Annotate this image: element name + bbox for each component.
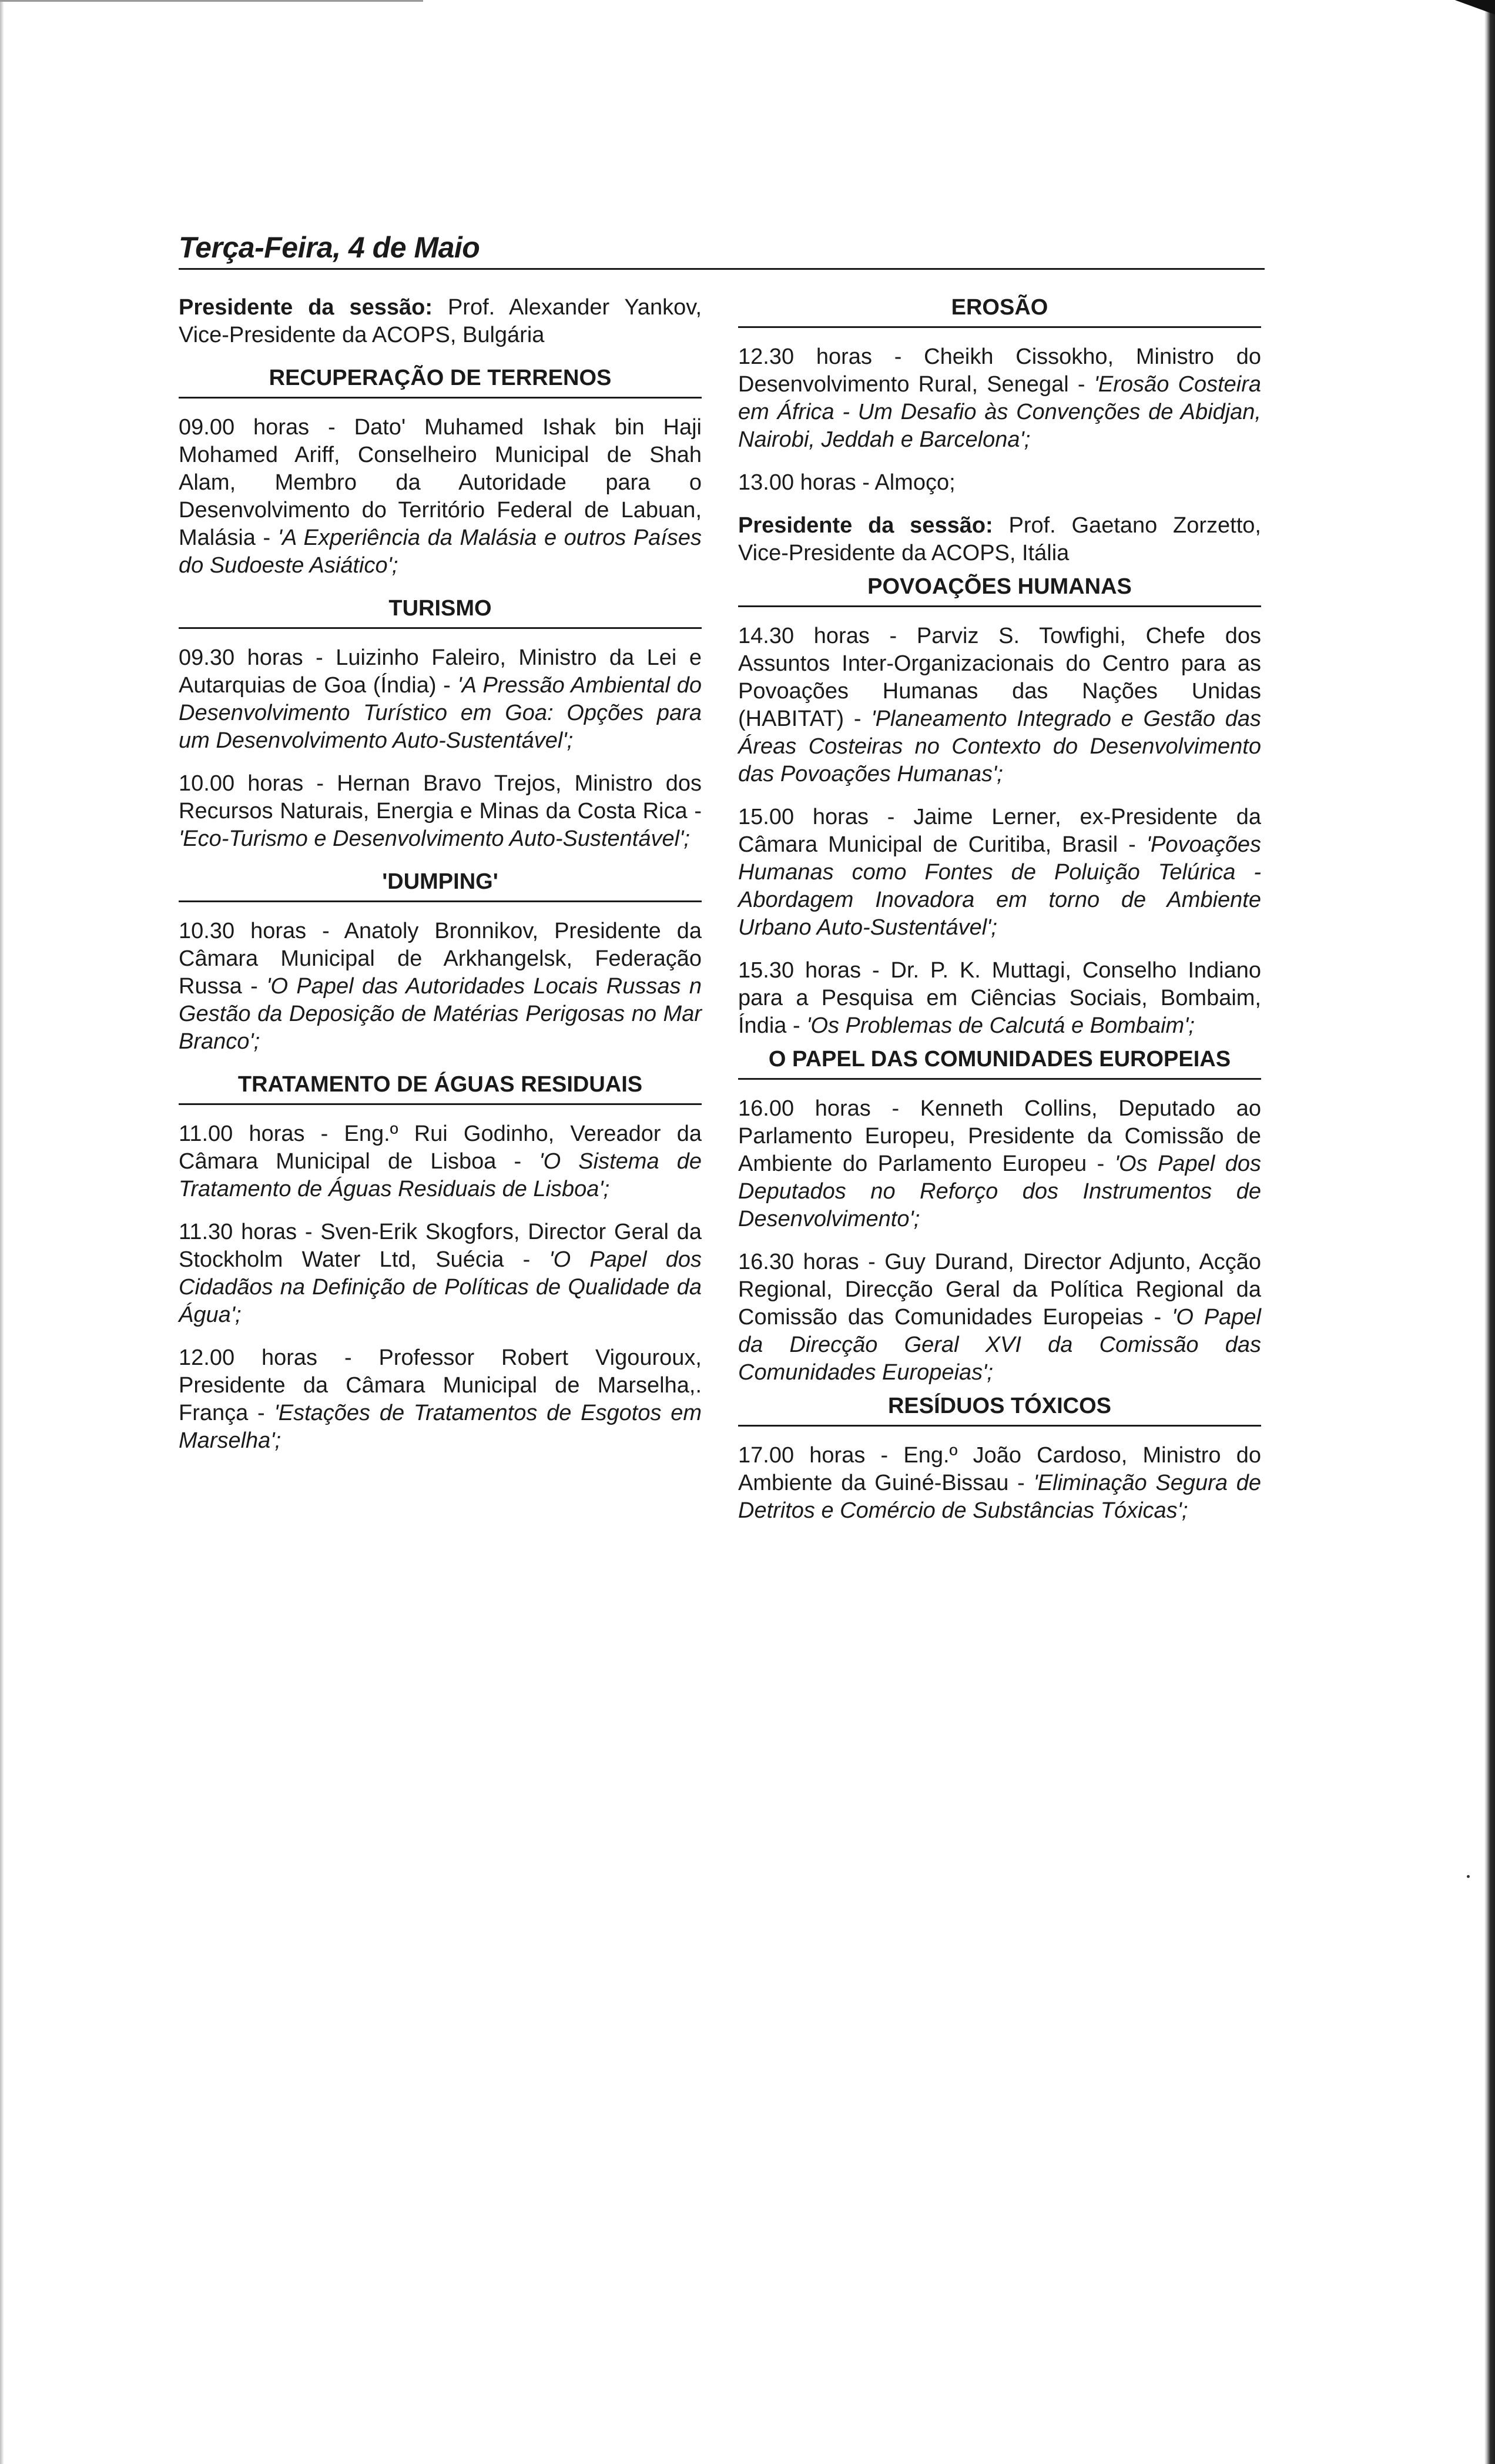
section-heading-erosao: EROSÃO (738, 294, 1261, 328)
agenda-entry (738, 622, 1261, 788)
entry-text: 09.30 horas - Luizinho Faleiro, Ministro da Lei e Autarquias de Goa (Índia) - (179, 645, 702, 698)
entry-text: 12.30 horas - Cheikh Cissokho, Ministro do Desenvolvimento Rural, Senegal - (738, 344, 1261, 397)
section-heading-recuperacao: RECUPERAÇÃO DE TERRENOS (179, 364, 702, 399)
entry-text: 11.00 horas - Eng.º Rui Godinho, Vereador da Câmara Municipal de Lisboa - (179, 1121, 702, 1174)
session-chair (738, 512, 1261, 567)
scan-edge-top (0, 0, 423, 2)
entry-title: 'Eco-Turismo e Desenvolvimento Auto-Sustentável'; (179, 826, 690, 851)
agenda-entry (179, 414, 702, 580)
entry-text: 11.30 horas - Sven-Erik Skogfors, Director Geral da Stockholm Water Ltd, Suécia - (179, 1220, 702, 1272)
section-heading-povoacoes: POVOAÇÕES HUMANAS (738, 573, 1261, 607)
entry-text: 10.00 horas - Hernan Bravo Trejos, Ministro dos Recursos Naturais, Energia e Minas da Costa Rica - (179, 771, 702, 823)
entry-text: 09.00 horas - Dato' Muhamed Ishak bin Haji Mohamed Ariff, Conselheiro Municipal de Shah Alam, Membro da Autoridade para o Desenvolvimento do Território Federal de Labuan, Malásia - (179, 415, 702, 550)
agenda-entry (738, 957, 1261, 1040)
entry-title: 'Estações de Tratamentos de Esgotos em Marselha'; (179, 1401, 702, 1453)
agenda-entry (179, 1120, 702, 1203)
section-heading-turismo: TURISMO (179, 595, 702, 629)
entry-text: 15.30 horas - Dr. P. K. Muttagi, Conselho Indiano para a Pesquisa em Ciências Sociais, Bombaim, Índia - (738, 958, 1261, 1038)
entry-text: 10.30 horas - Anatoly Bronnikov, Presidente da Câmara Municipal de Arkhangelsk, Federação Russa - (179, 919, 702, 999)
entry-title: 'O Papel dos Cidadãos na Definição de Políticas de Qualidade da Água'; (179, 1247, 702, 1327)
agenda-entry (738, 343, 1261, 454)
lunch-entry: 13.00 horas - Almoço; (738, 470, 956, 495)
session-chair-label: Presidente da sessão: (179, 295, 433, 320)
session-chair-text: Prof. Gaetano Zorzetto, Vice-Presidente da ACOPS, Itália (738, 513, 1261, 565)
scan-edge-right (1484, 0, 1495, 2464)
section-heading-comunidades: O PAPEL DAS COMUNIDADES EUROPEIAS (738, 1046, 1261, 1080)
title-rule (179, 268, 1265, 270)
entry-title: 'O Papel das Autoridades Locais Russas n Gestão da Deposição de Matérias Perigosas no Mar Branco'; (179, 974, 702, 1054)
section-heading-tratamento: TRATAMENTO DE ÁGUAS RESIDUAIS (179, 1071, 702, 1105)
entry-title: 'Povoações Humanas como Fontes de Poluição Telúrica - Abordagem Inovadora em torno de Ambiente Urbano Auto-Sustentável'; (738, 832, 1261, 940)
entry-title: 'O Papel da Direcção Geral XVI da Comissão das Comunidades Europeias'; (738, 1305, 1262, 1385)
agenda-entry (179, 1344, 702, 1455)
session-chair (179, 294, 702, 349)
entry-text: 16.30 horas - Guy Durand, Director Adjunto, Acção Regional, Direcção Geral da Política Regional da Comissão das Comunidades Europeias - (738, 1250, 1261, 1330)
section-heading-residuos: RESÍDUOS TÓXICOS (738, 1392, 1261, 1427)
entry-title: 'A Pressão Ambiental do Desenvolvimento Turístico em Goa: Opções para um Desenvolvimento Auto-Sustentável'; (179, 673, 702, 753)
entry-text: 17.00 horas - Eng.º João Cardoso, Ministro do Ambiente da Guiné-Bissau - (738, 1443, 1261, 1495)
session-chair-text: Prof. Alexander Yankov, Vice-Presidente da ACOPS, Bulgária (179, 295, 702, 347)
agenda-entry (179, 770, 702, 853)
agenda-entry (179, 1218, 702, 1329)
entry-title: 'Planeamento Integrado e Gestão das Áreas Costeiras no Contexto do Desenvolvimento das Povoações Humanas'; (738, 707, 1262, 786)
entry-title: 'Eliminação Segura de Detritos e Comércio de Substâncias Tóxicas'; (738, 1471, 1261, 1523)
entry-title: 'Erosão Costeira em África - Um Desafio às Convenções de Abidjan, Nairobi, Jeddah e Barcelona'; (738, 372, 1262, 452)
entry-text: 14.30 horas - Parviz S. Towfighi, Chefe dos Assuntos Inter-Organizacionais do Centro para as Povoações Humanas das Nações Unidas (HABITAT) - (738, 624, 1261, 731)
agenda-entry (179, 918, 702, 1056)
entry-text: 12.00 horas - Professor Robert Vigouroux, Presidente da Câmara Municipal de Marselha,. França - (179, 1345, 702, 1425)
entry-title: 'Os Papel dos Deputados no Reforço dos Instrumentos de Desenvolvimento'; (738, 1151, 1261, 1231)
entry-title: 'Os Problemas de Calcutá e Bombaim'; (806, 1013, 1195, 1038)
section-heading-dumping: 'DUMPING' (179, 868, 702, 902)
agenda-entry (738, 1095, 1261, 1233)
agenda-entry (738, 804, 1261, 942)
entry-title: 'O Sistema de Tratamento de Águas Residuais de Lisboa'; (179, 1149, 702, 1201)
scan-corner-mark (1454, 0, 1495, 21)
entry-text: 15.00 horas - Jaime Lerner, ex-Presidente da Câmara Municipal de Curitiba, Brasil - (738, 805, 1261, 857)
scan-edge-left (0, 0, 4, 2464)
entry-text: 16.00 horas - Kenneth Collins, Deputado ao Parlamento Europeu, Presidente da Comissão de Ambiente do Parlamento Europeu - (738, 1096, 1261, 1176)
right-column (738, 294, 1261, 1540)
page-title: Terça-Feira, 4 de Maio (179, 231, 480, 264)
agenda-entry (738, 1248, 1261, 1387)
entry-title: 'A Experiência da Malásia e outros Países do Sudoeste Asiático'; (179, 525, 702, 578)
scan-dot (1467, 1875, 1470, 1878)
left-column (179, 294, 702, 1470)
agenda-entry (738, 1442, 1261, 1525)
agenda-entry (179, 644, 702, 755)
session-chair-label: Presidente da sessão: (738, 513, 993, 538)
